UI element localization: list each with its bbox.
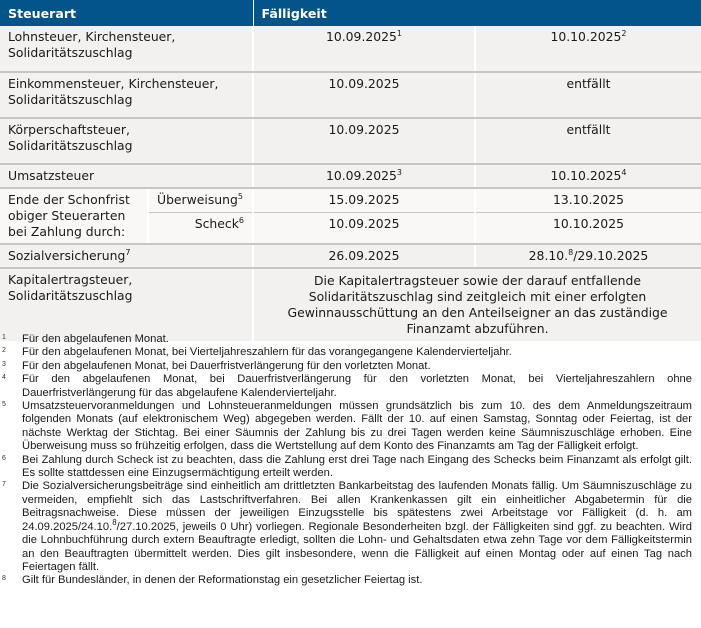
due-date-cell <box>475 26 701 72</box>
due-date-cell <box>253 164 475 188</box>
footnote-text: Umsatzsteuervoranmeldungen und Lohnsteueranmeldungen müssen grundsätzlich bis zum 10. des dem Anmeldungszeitraum folgenden Monats (auf elektronischem Weg) abgegeben werden. Fällt der 10. auf einen Samstag, Sonntag oder Feiertag, ist der nächste Werktag der Stichtag. Bei einer Säumnis der Zahlung bis zu drei Tagen werden keine Säumniszuschläge erhoben. Eine Überweisung muss so frühzeitig erfolgen, dass die Wertstellung auf dem Konto des Finanzamts am Tag der Fälligkeit erfolgt. <box>22 400 692 453</box>
table-row <box>0 268 701 341</box>
due-date-cell <box>475 164 701 188</box>
payment-method-transfer <box>148 188 253 213</box>
due-date: 10.10.2025 <box>475 213 701 244</box>
due-date-part: /29.10.2025 <box>573 248 649 263</box>
table-row <box>0 164 701 188</box>
tax-label: Körperschaftsteuer, Solidaritätszuschlag <box>0 118 253 164</box>
payment-method-label: Überweisung <box>157 192 238 207</box>
footnote-ref: 8 <box>568 248 574 257</box>
tax-label: Einkommensteuer, Kirchensteuer, Solidaritätszuschlag <box>0 72 253 118</box>
footnote-number: 6 <box>2 454 6 462</box>
footnote-text: Gilt für Bundesländer, in denen der Reformationstag ein gesetzlicher Feiertag ist. <box>22 574 423 587</box>
footnote-text: Für den abgelaufenen Monat. <box>22 333 169 345</box>
due-date: 10.09.2025 <box>253 213 475 244</box>
footnote-number: 5 <box>2 401 6 409</box>
header-due-date: Fälligkeit <box>253 0 701 26</box>
table-row <box>0 244 701 268</box>
footnote-number: 3 <box>2 360 6 368</box>
table-row <box>0 26 701 72</box>
tax-label: Lohnsteuer, Kirchensteuer, Solidaritätszuschlag <box>0 26 253 72</box>
footnote-text-part: /27.10.2025, jeweils 0 Uhr) vorliegen. Regionale Besonderheiten bzgl. der Fälligkeiten sind ggf. zu beachten. Wird die Lohnbuchführung durch extern Beauftragte erledigt, sollten die Lohn- und Gehaltsdaten etwa zehn Tage vor dem Fälligkeitstermin an den Beauftragten übermittelt werden. Dies gilt insbesondere, wenn die Fälligkeit auf einen Montag oder auf einen Tag nach Feiertagen fällt. <box>22 520 692 573</box>
footnote-text: Für den abgelaufenen Monat, bei Dauerfristverlängerung für den vorletzten Monat. <box>22 359 431 372</box>
footnote-text <box>22 480 692 574</box>
footnote-text: Für den abgelaufenen Monat, bei Dauerfristverlängerung für den vorletzten Monat, bei Vierteljahreszahlern ohne Dauerfristverlängerung für das abgelaufene Kalendervierteljahr. <box>22 373 692 399</box>
footnote <box>0 454 692 481</box>
footnote <box>0 480 692 574</box>
footnote-ref: 3 <box>396 168 403 177</box>
footnote <box>0 346 692 359</box>
footnote-ref: 5 <box>237 192 243 201</box>
footnote-number: 7 <box>2 481 6 489</box>
due-date: entfällt <box>475 72 701 118</box>
table-row <box>0 72 701 118</box>
capital-gains-note: Die Kapitalertragsteuer sowie der darauf entfallende Solidaritätszuschlag sind zeitgleich mit einer erfolgten Gewinnausschüttung an den Anteilseigner an das zuständige Finanzamt abzuführen. <box>253 268 701 341</box>
footnote-ref: 2 <box>621 29 627 38</box>
due-date-cell <box>475 244 701 268</box>
payment-method-cheque <box>148 213 253 244</box>
grace-period-label: Ende der Schonfrist obiger Steuerarten bei Zahlung durch: <box>0 188 148 244</box>
footnote-ref: 6 <box>238 216 244 226</box>
footnote-number: 1 <box>2 334 6 341</box>
footnote <box>0 333 692 346</box>
footnote-text: Für den abgelaufenen Monat, bei Vierteljahreszahlern für das vorangegangene Kalendervierteljahr. <box>22 346 512 359</box>
due-date: 10.10.2025 <box>550 29 622 44</box>
tax-label <box>0 244 253 268</box>
payment-method-label: Scheck <box>194 216 239 232</box>
due-date: 10.10.2025 <box>550 168 622 183</box>
footnote <box>0 400 692 454</box>
due-date: 13.10.2025 <box>475 188 701 213</box>
footnote-number: 4 <box>2 374 6 382</box>
footnote-ref: 4 <box>621 168 627 177</box>
footnote <box>0 574 692 587</box>
header-tax-type: Steuerart <box>0 0 253 26</box>
footnotes <box>0 333 692 588</box>
footnote-number: 2 <box>2 347 6 355</box>
table-row-grace-transfer <box>0 188 701 213</box>
footnote-ref: 1 <box>396 29 403 38</box>
footnote <box>0 373 692 400</box>
tax-label: Kapitalertragsteuer, Solidaritätszuschlag <box>0 268 253 341</box>
footnote-text-part: Die Sozialversicherungsbeiträge sind einheitlich am drittletzten Bankarbeitstag des laufenden Monats fällig. Um Säumniszuschläge zu vermeiden, empfiehlt sich das Lastschriftverfahren. Bei allen Krankenkassen gilt ein einheitlicher Abgabetermin für die Beitragsnachweise. Diese müssen der jeweiligen Einzugsstelle bis spätestens zwei Arbeitstage vor Fälligkeit (d. h. am 24.09.2025/24.10. <box>22 480 692 533</box>
social-insurance-label: Sozialversicherung <box>8 248 126 263</box>
due-date-cell <box>253 26 475 72</box>
footnote <box>0 360 692 373</box>
tax-label: Umsatzsteuer <box>0 164 253 188</box>
footnote-ref: 8 <box>112 517 117 527</box>
due-date: 15.09.2025 <box>253 188 475 213</box>
due-date-part: 28.10. <box>528 248 569 263</box>
due-date: 26.09.2025 <box>253 244 475 268</box>
footnote-ref: 7 <box>125 248 131 257</box>
due-date: 10.09.2025 <box>325 29 397 44</box>
due-date: 10.09.2025 <box>253 118 475 164</box>
table-row <box>0 118 701 164</box>
due-date: 10.09.2025 <box>253 72 475 118</box>
due-date: entfällt <box>475 118 701 164</box>
due-date: 10.09.2025 <box>325 168 397 183</box>
footnote-number: 8 <box>2 575 6 583</box>
footnote-text: Bei Zahlung durch Scheck ist zu beachten, dass die Zahlung erst drei Tage nach Eingang des Schecks beim Finanzamt als erfolgt gilt. Es sollte stattdessen eine Einzugsermächtigung erteilt werden. <box>22 453 692 480</box>
table-header-row <box>0 0 701 26</box>
